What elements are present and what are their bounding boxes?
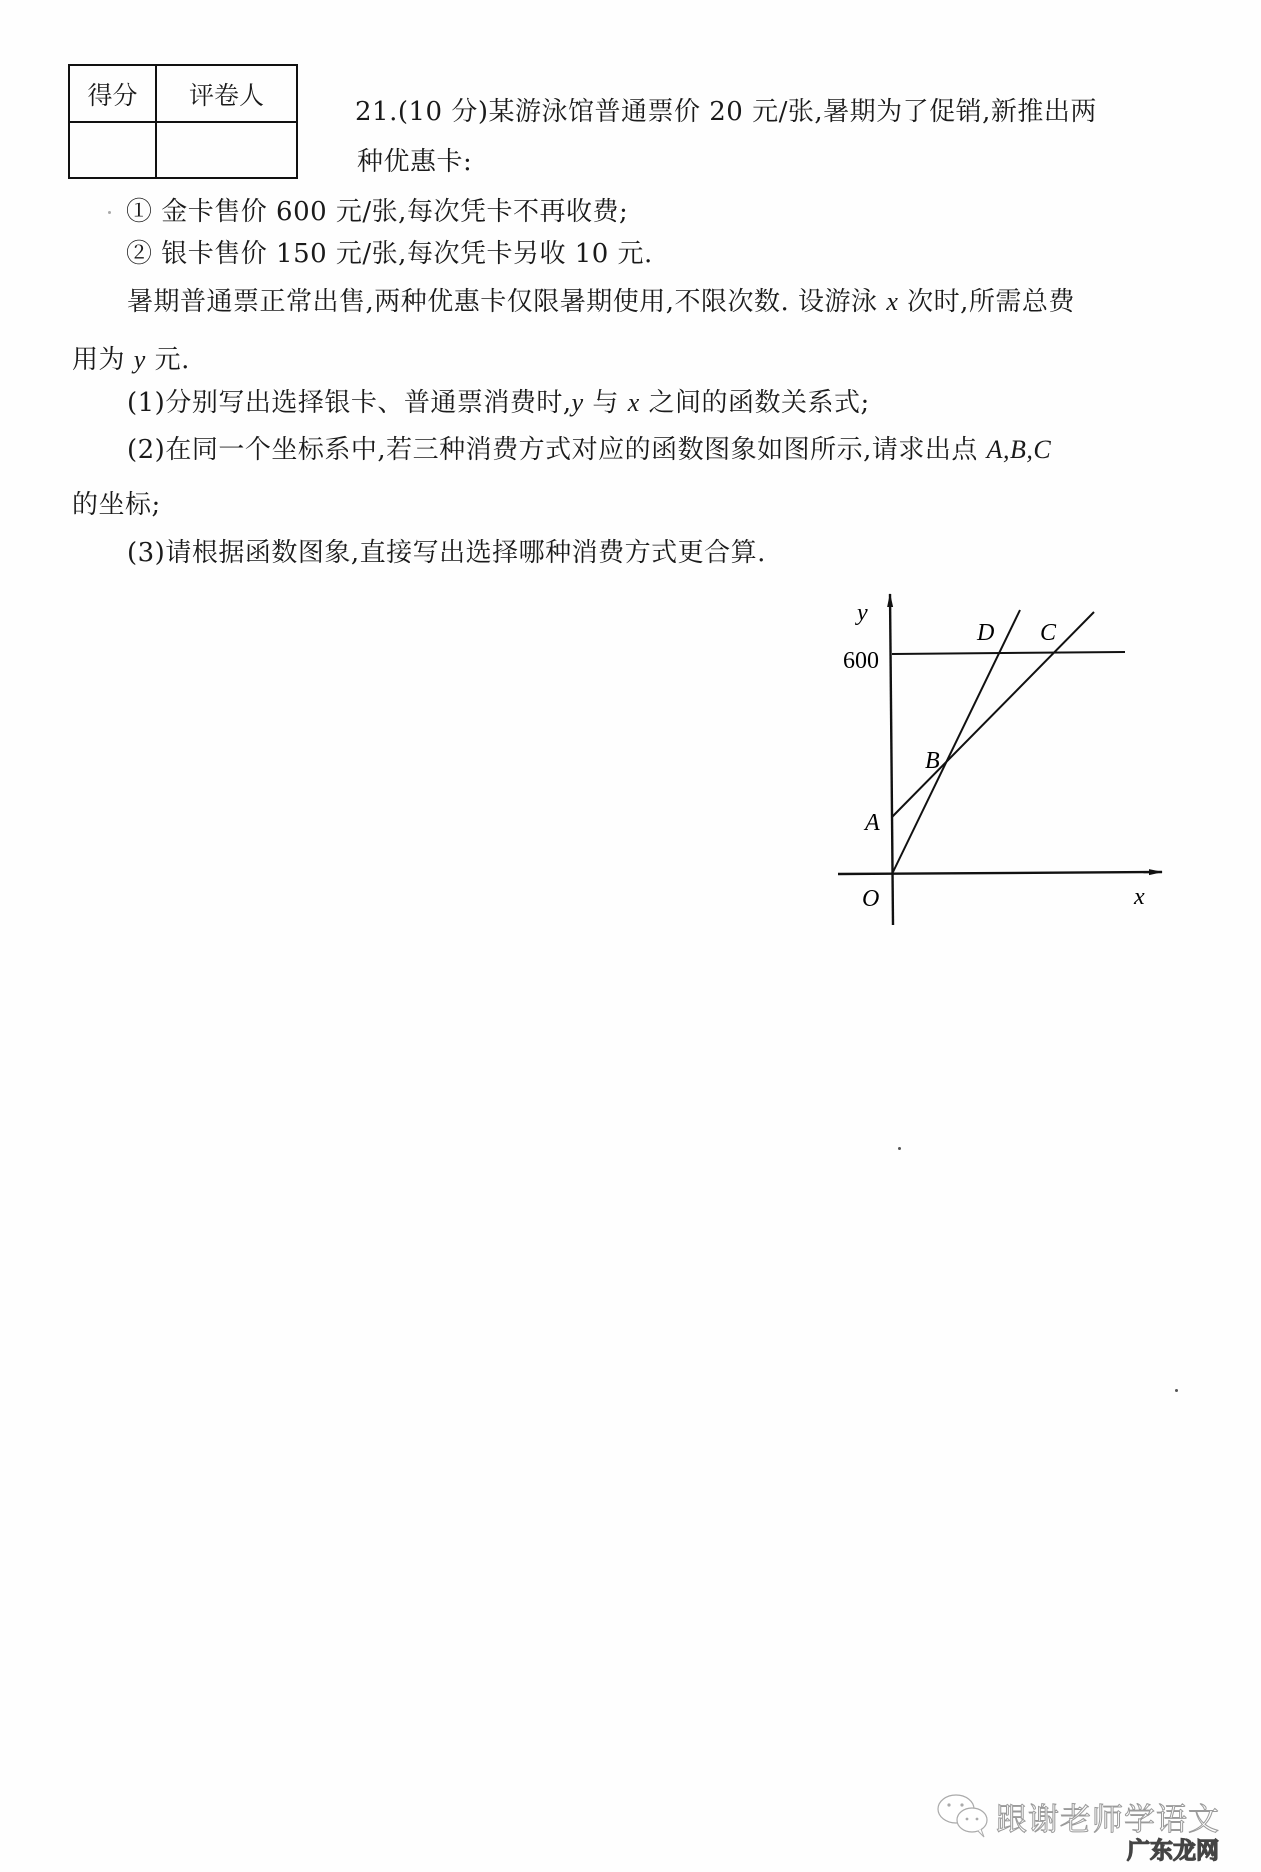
part-1-text: (1)分别写出选择银卡、普通票消费时, <box>127 388 572 418</box>
origin-label: O <box>862 886 880 912</box>
points-abc: A,B,C <box>986 435 1052 464</box>
score-header: 得分 <box>70 66 157 123</box>
part-2-text: (2)在同一个坐标系中,若三种消费方式对应的函数图象如图所示,请求出点 <box>127 435 987 465</box>
variable-y: y <box>571 388 584 417</box>
part-2-cont: 的坐标; <box>72 490 161 520</box>
description-text: 暑期普通票正常出售,两种优惠卡仅限暑期使用,不限次数. 设游泳 <box>127 287 887 317</box>
scan-speck <box>1175 1389 1178 1392</box>
option-gold-card: ① 金卡售价 600 元/张,每次凭卡不再收费; <box>126 197 629 227</box>
description-text: 用为 <box>72 345 134 375</box>
point-label-d: D <box>977 620 995 646</box>
x-axis-label: x <box>1134 884 1145 910</box>
watermark-subtext: 广东龙网 <box>1127 1838 1219 1864</box>
description-text-cont: 元. <box>145 345 190 375</box>
scan-speck <box>108 211 111 214</box>
y-tick-600: 600 <box>843 648 879 674</box>
point-label-a: A <box>865 810 880 836</box>
point-label-b: B <box>925 748 940 774</box>
part-1-text: 与 <box>583 388 628 418</box>
y-axis-label: y <box>857 600 868 626</box>
watermark <box>930 1790 1230 1865</box>
question-points: (10 分) <box>397 97 489 127</box>
watermark-text: 跟谢老师学语文 <box>996 1802 1220 1838</box>
question-intro-cont: 种优惠卡: <box>357 147 473 177</box>
variable-y: y <box>133 345 146 374</box>
gold-card-line <box>892 652 1125 654</box>
variable-x: x <box>886 287 899 316</box>
x-axis <box>838 872 1162 874</box>
description-text-cont: 次时,所需总费 <box>898 287 1075 317</box>
scan-speck <box>898 1147 901 1150</box>
regular-ticket-line <box>893 610 1020 872</box>
part-1-text: 之间的函数关系式; <box>639 388 870 418</box>
variable-x: x <box>627 388 640 417</box>
question-intro: 某游泳馆普通票价 20 元/张,暑期为了促销,新推出两 <box>488 97 1097 127</box>
question-number: 21. <box>355 97 398 127</box>
wechat-icon <box>934 1792 994 1840</box>
grader-header: 评卷人 <box>157 66 296 123</box>
y-axis <box>890 594 893 925</box>
part-3: (3)请根据函数图象,直接写出选择哪种消费方式更合算. <box>127 538 766 568</box>
point-label-c: C <box>1040 620 1057 646</box>
option-silver-card: ② 银卡售价 150 元/张,每次凭卡另收 10 元. <box>126 239 653 269</box>
